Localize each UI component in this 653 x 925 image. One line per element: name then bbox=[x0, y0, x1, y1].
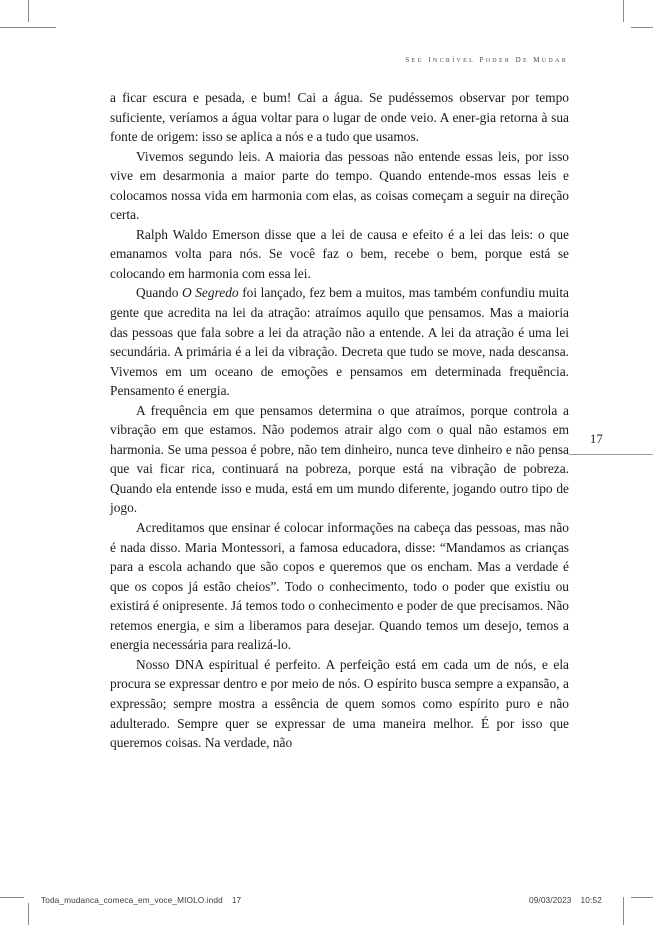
body-paragraph: Nosso DNA espiritual é perfeito. A perfeição está em cada um de nós, e ela procura se expressar dentro e por meio de nós. O espírito busca sempre a expansão, a expressão; sempre mostra a essência de quem somos como espírito puro e não adulterado. Sempre quer se expressar de uma maneira melhor. É por isso que queremos coisas. Na verdade, não bbox=[110, 656, 569, 751]
header-initial: i bbox=[428, 54, 433, 65]
slug-left bbox=[41, 895, 241, 905]
body-paragraph: Quando O Segredo foi lançado, fez bem a muitos, mas também confundiu muita gente que acredita na lei da atração: atraímos aquilo que pensamos. Mas a maioria das pessoas que fala sobre a lei da atração não a entende. A lei da atração é uma lei secundária. A primária é a lei da vibração. Decreta que tudo se move, nada descansa. Vivemos em um oceano de emoções e pensamos em determinada frequência. Pensamento é energia. bbox=[110, 285, 569, 399]
slug-page-number: 17 bbox=[231, 895, 242, 905]
body-paragraph: A frequência em que pensamos determina o que atraímos, porque controla a vibração em que estamos. Não podemos atrair algo com o qual não estamos em harmonia. Se uma pessoa é pobre, não tem dinheiro, nunca teve dinheiro e não pensa que vai ficar rica, continuará na pobreza, porque está na vibração de pobreza. Quando ela entende isso e muda, está em um mundo diferente, jogando outro tipo de jogo. bbox=[110, 402, 569, 516]
header-initial: s bbox=[405, 54, 412, 65]
slug-time: 10:52 bbox=[580, 895, 602, 905]
body-text-block bbox=[110, 88, 569, 753]
italic-title: O Segredo bbox=[181, 285, 239, 301]
header-initial: m bbox=[533, 54, 542, 65]
crop-mark-top-right-vertical bbox=[623, 0, 624, 22]
folio-rule bbox=[569, 454, 653, 455]
crop-mark-top-right-horizontal bbox=[631, 27, 653, 28]
crop-mark-top-left-vertical bbox=[28, 0, 29, 22]
running-header: seu incrível poder de mudar bbox=[405, 54, 568, 65]
slug-filename: Toda_mudanca_comeca_em_voce_MIOLO.indd bbox=[41, 895, 223, 905]
body-paragraph: Vivemos segundo leis. A maioria das pessoas não entende essas leis, por isso vive em desarmonia a maior parte do tempo. Quando entende-mos essas leis e colocamos nossa vida em harmonia com elas, as coisas começam a seguir na direção certa. bbox=[110, 148, 569, 223]
crop-mark-top-left-horizontal bbox=[0, 27, 56, 28]
header-initial: p bbox=[479, 54, 486, 65]
body-paragraph: Acreditamos que ensinar é colocar informações na cabeça das pessoas, mas não é nada disso. Maria Montessori, a famosa educadora, disse: “Mandamos as crianças para a escola achando que são copos e queremos que os encham. Mas a verdade é que os copos já estão cheios”. Todo o conhecimento, todo o poder que existiu ou existirá é onipresente. Já temos todo o conhecimento e poder de que precisamos. Não retemos energia, e sim a liberamos para desejar. Quando temos um desejo, temos a energia necessária para realizá-lo. bbox=[110, 520, 569, 653]
body-paragraph: a ficar escura e pesada, e bum! Cai a água. Se pudéssemos observar por tempo suficiente, veríamos a água voltar para o lugar de onde veio. A ener-gia retorna à sua fonte de origem: isso se aplica a nós e a tudo que usamos. bbox=[110, 90, 569, 145]
header-initial: d bbox=[515, 54, 523, 65]
slug-date: 09/03/2023 bbox=[529, 895, 572, 905]
page-number: 17 bbox=[590, 432, 604, 446]
folio bbox=[569, 432, 653, 464]
body-paragraph: Ralph Waldo Emerson disse que a lei de causa e efeito é a lei das leis: o que emanamos volta para nós. Se você faz o bem, recebe o bem, porque está se colocando em harmonia com essa lei. bbox=[110, 226, 569, 281]
slug-right bbox=[529, 895, 602, 905]
slug-line bbox=[0, 885, 653, 925]
